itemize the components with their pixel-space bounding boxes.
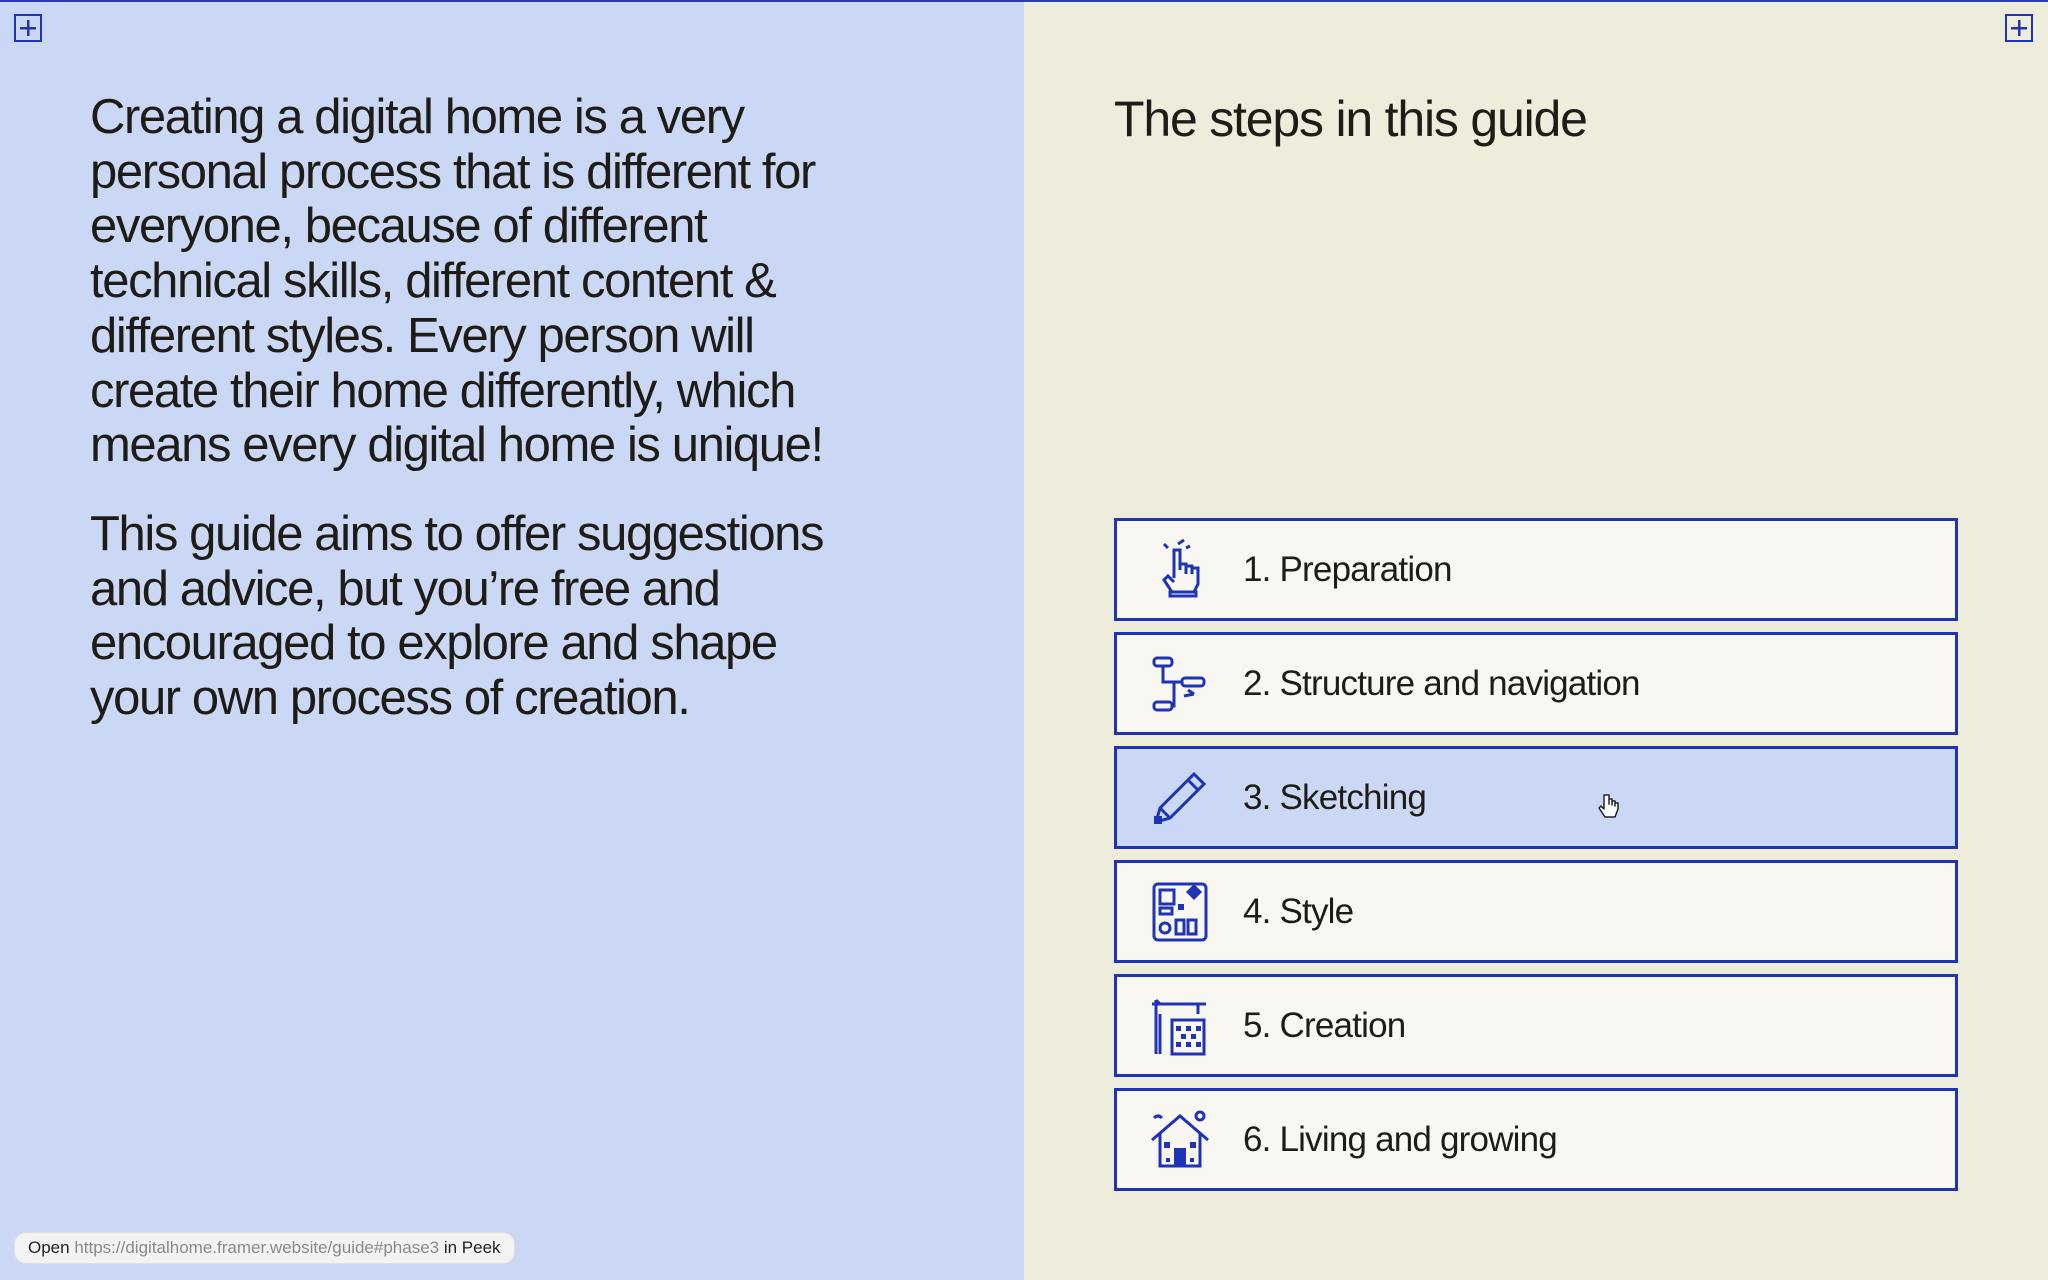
hand-pointer-icon — [1148, 538, 1212, 602]
step-label: 6. Living and growing — [1243, 1119, 1557, 1159]
status-prefix: Open — [28, 1238, 70, 1257]
sitemap-icon — [1148, 652, 1212, 716]
hand-cursor-icon — [1597, 793, 1621, 821]
step-sketching[interactable] — [1114, 746, 1958, 849]
step-label: 5. Creation — [1243, 1005, 1406, 1045]
plus-icon — [2007, 16, 2031, 40]
status-suffix: in Peek — [443, 1238, 501, 1257]
status-url: https://digitalhome.framer.website/guide#phase3 — [74, 1238, 440, 1257]
step-style[interactable] — [1114, 860, 1958, 963]
intro-paragraph-1: Creating a digital home is a very personal process that is different for everyone, because of different technical skills, different content & different styles. Every person will create their home differently, which means every digital home is unique! — [90, 90, 823, 473]
step-preparation[interactable] — [1114, 518, 1958, 621]
step-living-and-growing[interactable] — [1114, 1088, 1958, 1191]
top-border — [0, 0, 2048, 2]
expand-right-button[interactable] — [2005, 14, 2033, 42]
step-creation[interactable] — [1114, 974, 1958, 1077]
house-icon — [1148, 1108, 1212, 1172]
palette-icon — [1148, 880, 1212, 944]
pencil-icon — [1148, 766, 1212, 830]
step-label: 3. Sketching — [1243, 777, 1427, 817]
step-label: 2. Structure and navigation — [1243, 663, 1640, 703]
step-label: 1. Preparation — [1243, 549, 1452, 589]
construction-crane-icon — [1148, 994, 1212, 1058]
plus-icon — [16, 16, 40, 40]
step-label: 4. Style — [1243, 891, 1354, 931]
intro-paragraph-2: This guide aims to offer suggestions and advice, but you’re free and encouraged to explore and shape your own process of creation. — [90, 506, 824, 726]
step-structure-and-navigation[interactable] — [1114, 632, 1958, 735]
intro-text — [90, 90, 830, 760]
steps-title: The steps in this guide — [1114, 91, 1587, 147]
steps-list — [1114, 518, 1958, 1202]
link-preview-status — [14, 1232, 515, 1264]
expand-left-button[interactable] — [14, 14, 42, 42]
